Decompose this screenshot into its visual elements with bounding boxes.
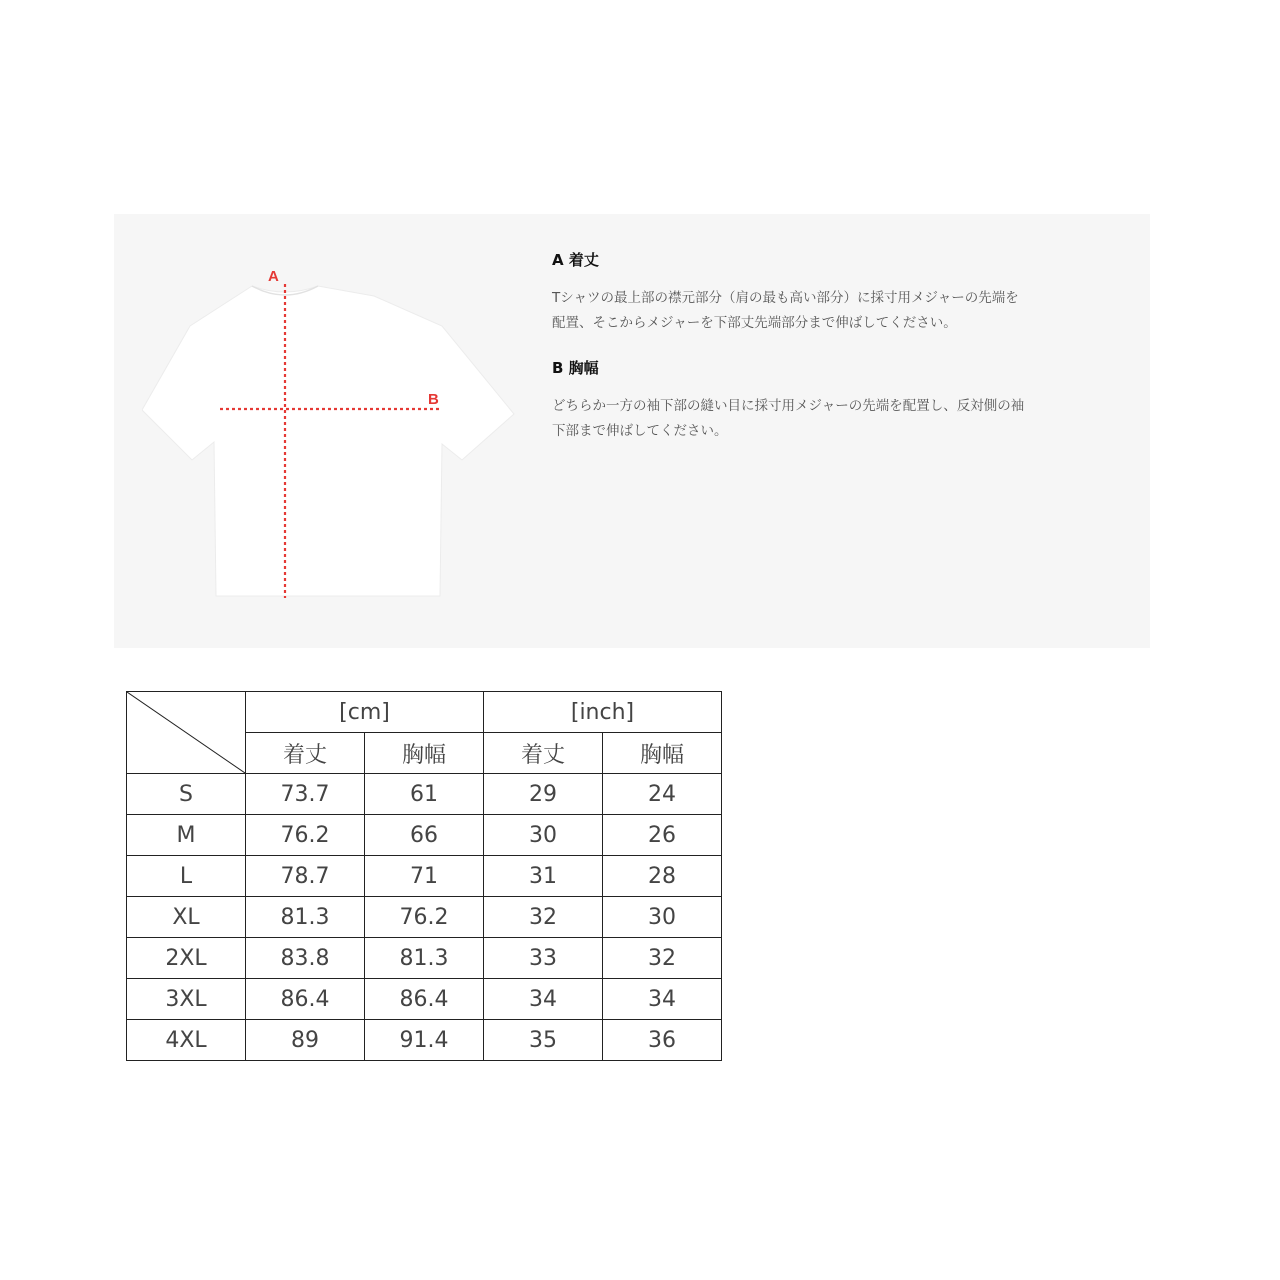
inch-width-cell: 26 [603,815,722,856]
label-b: B [428,391,439,408]
cm-width-cell: 71 [365,856,484,897]
cm-length-cell: 86.4 [246,979,365,1020]
size-cell: M [127,815,246,856]
label-a: A [268,268,279,285]
size-cell: L [127,856,246,897]
chest-description [552,394,1132,444]
inch-length-cell: 35 [484,1020,603,1061]
cm-length-cell: 76.2 [246,815,365,856]
inch-length-cell: 32 [484,897,603,938]
chest-description-line2: 下部まで伸ばしてください。 [552,423,728,439]
table-row [127,897,722,938]
table-row [127,856,722,897]
table-row [127,979,722,1020]
length-heading: A 着丈 [552,251,599,269]
cm-width-cell: 91.4 [365,1020,484,1061]
size-cell: S [127,774,246,815]
size-table [126,691,722,1061]
cm-length-cell: 89 [246,1020,365,1061]
cm-length-cell: 81.3 [246,897,365,938]
inch-width-cell: 32 [603,938,722,979]
length-description [552,286,1132,336]
tshirt-shape [142,286,514,596]
cm-length-cell: 83.8 [246,938,365,979]
inch-width-cell: 28 [603,856,722,897]
tshirt-illustration [142,264,522,604]
cm-length-header: 着丈 [246,733,365,774]
cm-width-cell: 66 [365,815,484,856]
inch-length-cell: 31 [484,856,603,897]
inch-length-header: 着丈 [484,733,603,774]
table-row [127,938,722,979]
guide-text [552,248,1132,464]
table-corner-cell [127,692,246,774]
table-row [127,815,722,856]
inch-width-cell: 30 [603,897,722,938]
size-cell: XL [127,897,246,938]
chest-description-line1: どちらか一方の袖下部の縫い目に採寸用メジャーの先端を配置し、反対側の袖 [552,398,1025,414]
cm-length-cell: 78.7 [246,856,365,897]
inch-length-cell: 34 [484,979,603,1020]
inch-length-cell: 33 [484,938,603,979]
size-cell: 4XL [127,1020,246,1061]
cm-width-cell: 61 [365,774,484,815]
tshirt-diagram [142,264,522,604]
table-row [127,774,722,815]
unit-inch-header: [inch] [484,692,722,733]
cm-width-cell: 76.2 [365,897,484,938]
inch-length-cell: 30 [484,815,603,856]
size-cell: 2XL [127,938,246,979]
measurement-guide-panel [114,214,1150,648]
cm-width-cell: 81.3 [365,938,484,979]
length-description-line1: Tシャツの最上部の襟元部分（肩の最も高い部分）に採寸用メジャーの先端を [552,290,1019,306]
inch-length-cell: 29 [484,774,603,815]
inch-width-header: 胸幅 [603,733,722,774]
inch-width-cell: 24 [603,774,722,815]
corner-diagonal [127,692,245,773]
unit-cm-header: [cm] [246,692,484,733]
inch-width-cell: 36 [603,1020,722,1061]
chest-heading: B 胸幅 [552,359,599,377]
size-cell: 3XL [127,979,246,1020]
cm-width-header: 胸幅 [365,733,484,774]
table-row [127,1020,722,1061]
inch-width-cell: 34 [603,979,722,1020]
length-description-line2: 配置、そこからメジャーを下部丈先端部分まで伸ばしてください。 [552,315,957,331]
cm-length-cell: 73.7 [246,774,365,815]
cm-width-cell: 86.4 [365,979,484,1020]
